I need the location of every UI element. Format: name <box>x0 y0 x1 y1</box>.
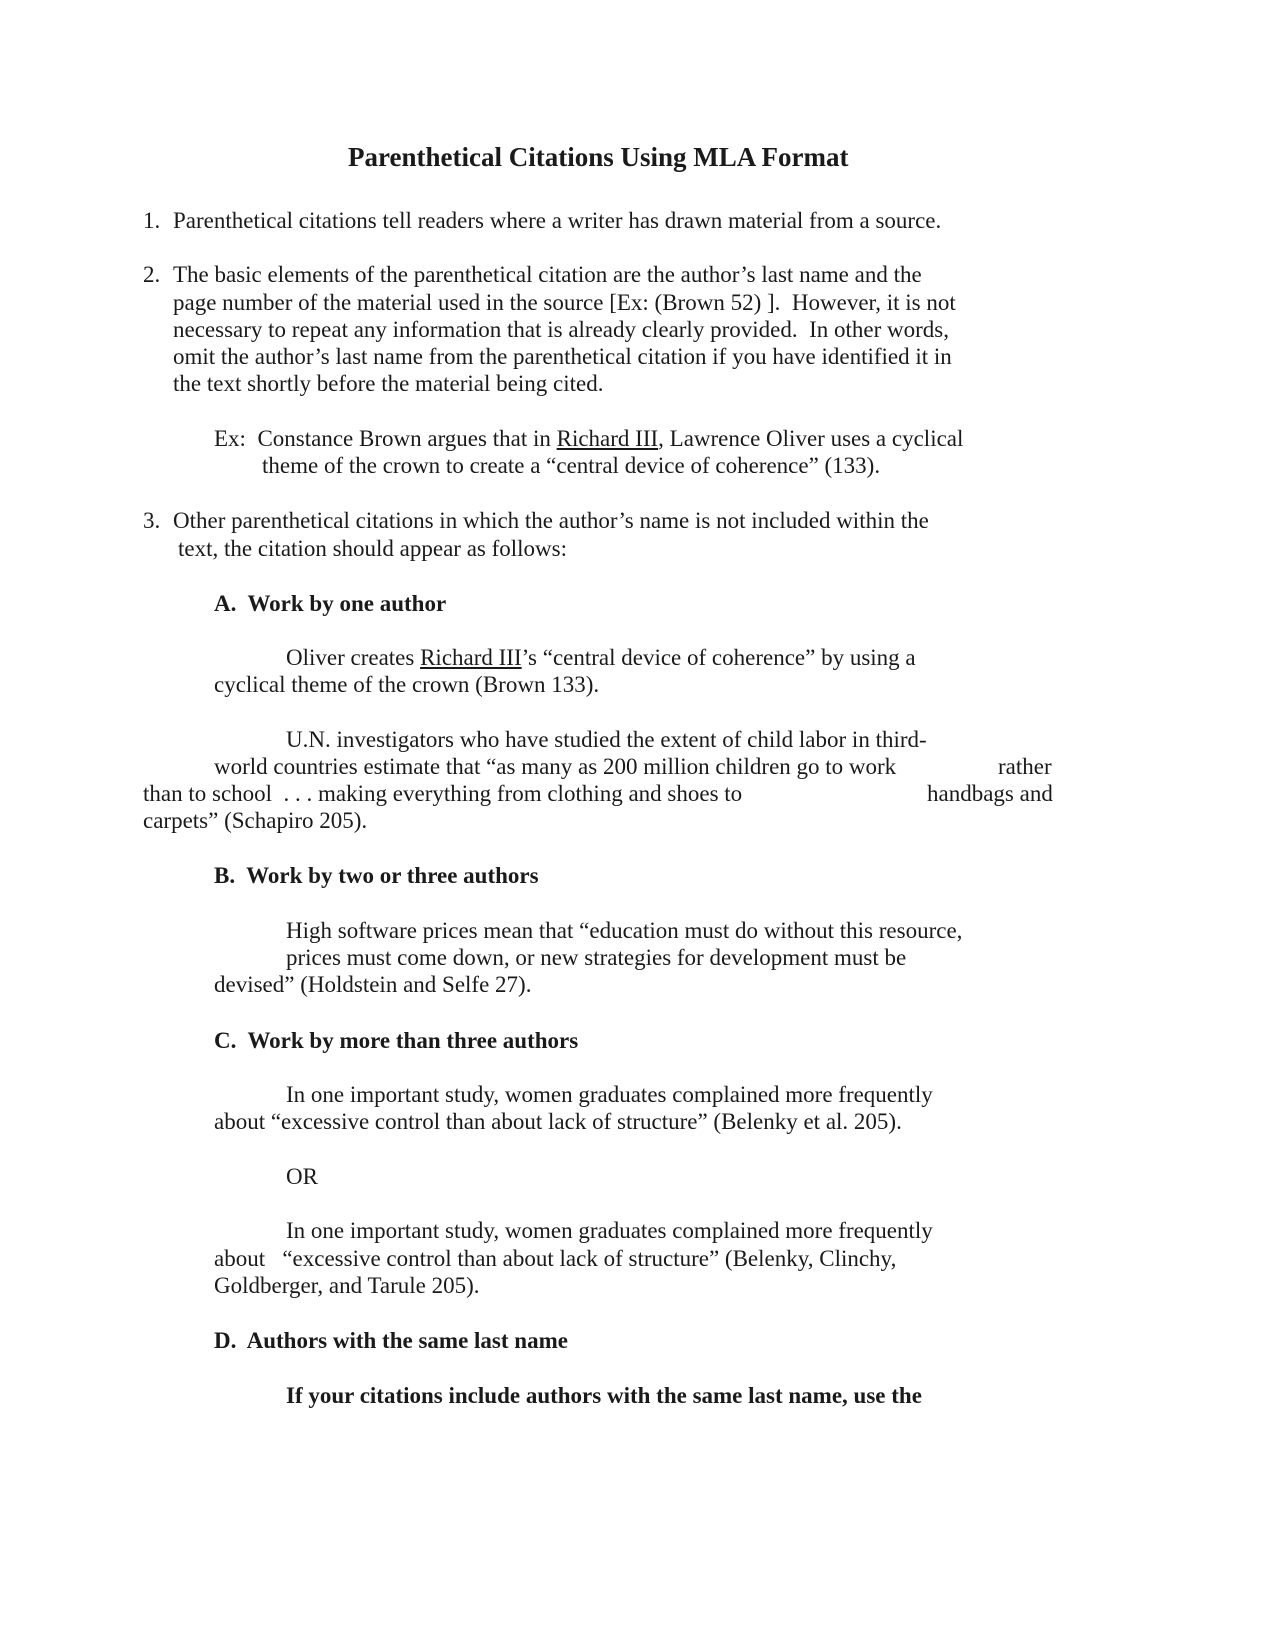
section-b-line: prices must come down, or new strategies for development must be <box>286 945 907 970</box>
item-3-line: text, the citation should appear as follows: <box>178 536 567 561</box>
item-2-number: 2. <box>143 262 161 287</box>
section-d-line: If your citations include authors with the same last name, use the <box>286 1383 922 1408</box>
section-c-example-2-line: In one important study, women graduates complained more frequently <box>286 1218 933 1243</box>
section-c-example-1-line: In one important study, women graduates complained more frequently <box>286 1082 933 1107</box>
section-a-example-2-line: U.N. investigators who have studied the extent of child labor in third- <box>286 727 927 752</box>
example-text: Ex: Constance Brown argues that in <box>214 426 557 451</box>
example-text: , Lawrence Oliver uses a cyclical <box>658 426 964 451</box>
item-2-example-line: theme of the crown to create a “central device of coherence” (133). <box>262 453 881 478</box>
item-2-line: the text shortly before the material being cited. <box>173 371 604 396</box>
item-2-line: The basic elements of the parenthetical citation are the author’s last name and the <box>173 262 922 287</box>
section-c-example-1-line: about “excessive control than about lack of structure” (Belenky et al. 205). <box>214 1109 902 1134</box>
item-2-line: necessary to repeat any information that is already clearly provided. In other words, <box>173 317 949 342</box>
section-d-heading: D. Authors with the same last name <box>214 1328 568 1353</box>
work-title: Richard III <box>556 426 659 451</box>
item-1-number: 1. <box>143 208 161 233</box>
section-a-example-1 <box>286 644 916 672</box>
section-c-heading: C. Work by more than three authors <box>214 1028 579 1053</box>
section-c-example-2-line: Goldberger, and Tarule 205). <box>214 1273 480 1298</box>
section-b-line: devised” (Holdstein and Selfe 27). <box>214 972 532 997</box>
item-2-line: page number of the material used in the source [Ex: (Brown 52) ]. However, it is not <box>173 290 956 315</box>
section-a-example-2-line: than to school . . . making everything from clothing and shoes to <box>143 781 743 806</box>
section-a-example-1-line: cyclical theme of the crown (Brown 133). <box>214 672 600 697</box>
item-1-text: Parenthetical citations tell readers where a writer has drawn material from a source. <box>173 208 942 233</box>
section-a-example-2-line: handbags and <box>927 781 1053 806</box>
section-b-heading: B. Work by two or three authors <box>214 863 539 888</box>
item-2-line: omit the author’s last name from the parenthetical citation if you have identified it in <box>173 344 952 369</box>
section-a-heading: A. Work by one author <box>214 591 447 616</box>
section-c-example-2-line: about “excessive control than about lack of structure” (Belenky, Clinchy, <box>214 1246 897 1271</box>
page-title: Parenthetical Citations Using MLA Format <box>348 142 849 172</box>
work-title: Richard III <box>420 645 522 670</box>
section-c-or: OR <box>286 1164 318 1189</box>
item-2-example <box>214 425 963 453</box>
example-text: ’s “central device of coherence” by using a <box>521 645 916 670</box>
section-a-example-2-line: carpets” (Schapiro 205). <box>143 808 368 833</box>
item-3-number: 3. <box>143 508 161 533</box>
section-b-line: High software prices mean that “education must do without this resource, <box>286 918 963 943</box>
example-text: Oliver creates <box>286 645 421 670</box>
section-a-example-2-line: rather <box>998 754 1052 779</box>
item-3-line: Other parenthetical citations in which the author’s name is not included within the <box>173 508 929 533</box>
section-a-example-2-line: world countries estimate that “as many as 200 million children go to work <box>214 754 897 779</box>
